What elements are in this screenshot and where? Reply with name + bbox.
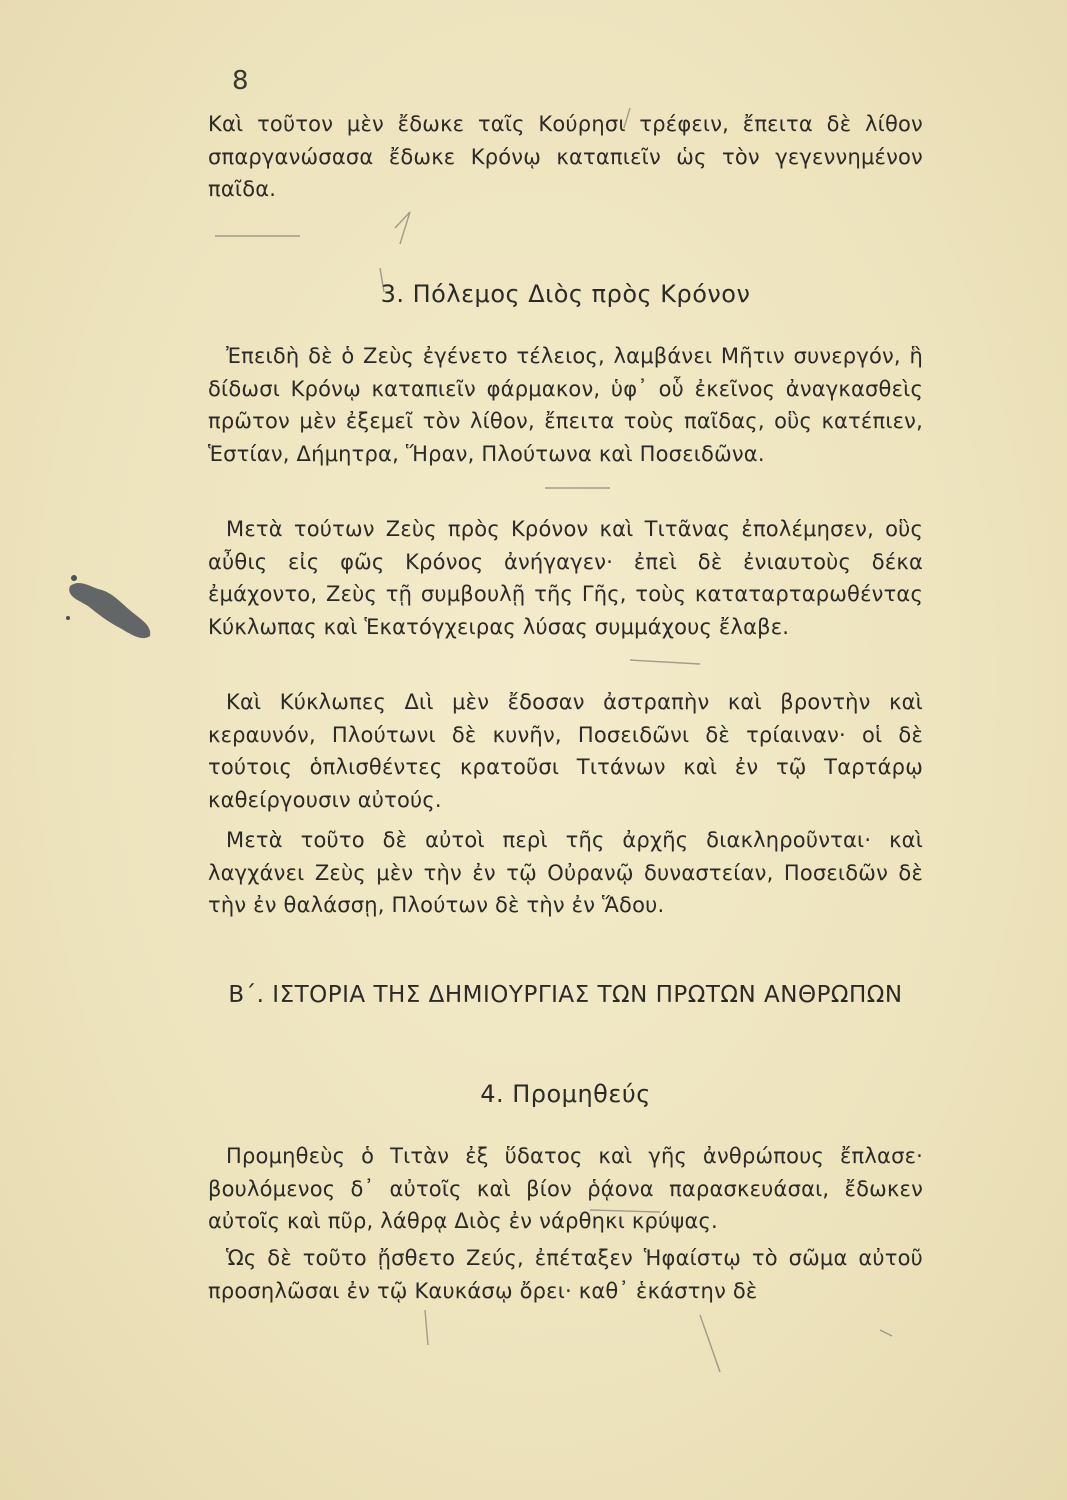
paragraph-5: Προμηθεὺς ὁ Τιτὰν ἐξ ὕδατος καὶ γῆς ἀνθρώπους ἔπλασε· βουλόμενος δ᾿ αὐτοῖς καὶ βίον ῥᾴονα παρασκευάσαι, ἔδωκεν αὐτοῖς καὶ πῦρ, λάθρᾳ Διὸς ἐν νάρθηκι κρύψας. bbox=[208, 1144, 923, 1233]
part-heading-b: Β΄. ΙΣΤΟΡΙΑ ΤΗΣ ΔΗΜΙΟΥΡΓΙΑΣ ΤΩΝ ΠΡΩΤΩΝ ΑΝΘΡΩΠΩΝ bbox=[228, 982, 903, 1008]
ink-stain-icon bbox=[62, 568, 157, 648]
section-heading-3: 3. Πόλεμος Διὸς πρὸς Κρόνον bbox=[380, 280, 751, 308]
paragraph-4: Μετὰ τοῦτο δὲ αὐτοὶ περὶ τῆς ἀρχῆς διακληροῦνται· καὶ λαγχάνει Ζεὺς μὲν τὴν ἐν τῷ Οὐρανῷ δυναστείαν, Ποσειδῶν δὲ τὴν ἐν θαλάσσῃ, Πλούτων δὲ τὴν ἐν Ἅδου. bbox=[208, 828, 923, 917]
paragraph-1: Ἐπειδὴ δὲ ὁ Ζεὺς ἐγένετο τέλειος, λαμβάνει Μῆτιν συνεργόν, ἣ δίδωσι Κρόνῳ καταπιεῖν φάρμακον, ὑφ᾿ οὗ ἐκεῖνος ἀναγκασθεὶς πρῶτον μὲν ἐξεμεῖ τὸν λίθον, ἔπειτα τοὺς παῖδας, οὓς κατέπιεν, Ἑστίαν, Δήμητρα, Ἥραν, Πλούτωνα καὶ Ποσειδῶνα. bbox=[208, 344, 923, 466]
paragraph-2: Μετὰ τούτων Ζεὺς πρὸς Κρόνον καὶ Τιτᾶνας ἐπολέμησεν, οὓς αὖθις εἰς φῶς Κρόνος ἀνήγαγεν· ἐπεὶ δὲ ἐνιαυτοὺς δέκα ἐμάχοντο, Ζεὺς τῇ συμβουλῇ τῆς Γῆς, τοὺς καταταρταρωθέντας Κύκλωπας καὶ Ἑκατόγχειρας λύσας συμμάχους ἔλαβε. bbox=[208, 517, 923, 639]
page-number: 8 bbox=[232, 66, 249, 96]
paragraph-3: Καὶ Κύκλωπες Διὶ μὲν ἔδοσαν ἀστραπὴν καὶ βροντὴν καὶ κεραυνόν, Πλούτωνι δὲ κυνῆν, Ποσειδῶνι δὲ τρίαιναν· οἱ δὲ τούτοις ὁπλισθέντες κρατοῦσι Τιτάνων καὶ ἐν τῷ Ταρτάρῳ καθείργουσιν αὐτούς. bbox=[208, 690, 923, 812]
paragraph-intro: Καὶ τοῦτον μὲν ἔδωκε ταῖς Κούρησι τρέφειν, ἔπειτα δὲ λίθον σπαργανώσασα ἔδωκε Κρόνῳ καταπιεῖν ὡς τὸν γεγεννημένον παῖδα. bbox=[208, 112, 923, 201]
section-heading-4: 4. Προμηθεύς bbox=[480, 1080, 651, 1108]
paragraph-6: Ὡς δὲ τοῦτο ᾔσθετο Ζεύς, ἐπέταξεν Ἡφαίστῳ τὸ σῶμα αὐτοῦ προσηλῶσαι ἐν τῷ Καυκάσῳ ὄρει· καθ᾿ ἑκάστην δὲ bbox=[208, 1246, 923, 1303]
